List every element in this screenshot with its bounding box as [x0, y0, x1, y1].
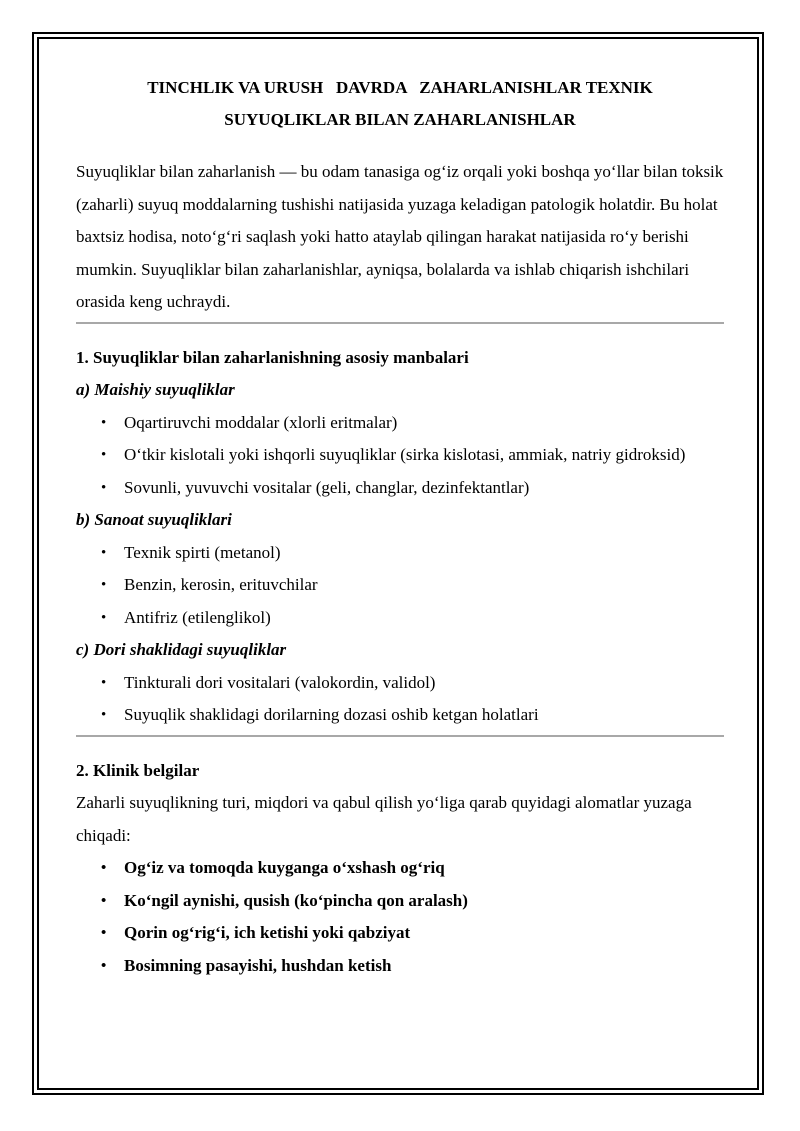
section-divider: [76, 322, 724, 324]
list-item-text: Benzin, kerosin, erituvchilar: [124, 575, 318, 594]
bullet-icon: •: [101, 892, 107, 909]
list-item-text: Texnik spirti (metanol): [124, 542, 281, 562]
bullet-icon: •: [101, 577, 107, 593]
title-line-1: TINCHLIK VA URUSH DAVRDA ZAHARLANISHLAR TEXNIK: [147, 78, 653, 97]
bullet-icon: •: [101, 544, 107, 561]
list-item: [76, 537, 724, 570]
section-sources: [76, 342, 724, 732]
list-item-text: Qorin og‘rig‘i, ich ketishi yoki qabziyat: [124, 923, 411, 942]
list-item: [76, 407, 724, 440]
industrial-list: [76, 537, 724, 635]
list-item-text: Suyuqlik shaklidagi dorilarning dozasi oshib ketgan holatlari: [124, 705, 539, 724]
bullet-icon: •: [101, 957, 107, 974]
list-item-text: O‘tkir kislotali yoki ishqorli suyuqliklar (sirka kislotasi, ammiak, natriy gidroksid): [124, 445, 686, 464]
bullet-icon: •: [101, 414, 107, 431]
section-heading: 2. Klinik belgilar: [76, 760, 200, 780]
list-item-text: Ko‘ngil aynishi, qusish (ko‘pincha qon aralash): [124, 890, 468, 910]
document-title: [76, 72, 724, 136]
bullet-icon: •: [101, 674, 107, 691]
list-item: [76, 439, 724, 472]
group-heading-medicinal: c) Dori shaklidagi suyuqliklar: [76, 640, 287, 659]
symptoms-intro: Zaharli suyuqlikning turi, miqdori va qabul qilish yo‘liga qarab quyidagi alomatlar yuzaga chiqadi:: [76, 793, 692, 845]
group-heading-household: a) Maishiy suyuqliklar: [76, 380, 235, 399]
list-item-text: Sovunli, yuvuvchi vositalar (geli, changlar, dezinfektantlar): [124, 477, 530, 497]
list-item-text: Og‘iz va tomoqda kuyganga o‘xshash og‘riq: [124, 858, 445, 877]
list-item: [76, 667, 724, 700]
bullet-icon: •: [101, 860, 107, 876]
list-item: [76, 602, 724, 635]
list-item: [76, 885, 724, 918]
title-line-2: SUYUQLIKLAR BILAN ZAHARLANISHLAR: [224, 110, 576, 129]
symptoms-list: [76, 852, 724, 982]
household-list: [76, 407, 724, 505]
list-item-text: Tinkturali dori vositalari (valokordin, validol): [124, 672, 436, 692]
list-item: [76, 472, 724, 505]
bullet-icon: •: [101, 479, 107, 496]
list-item-text: Antifriz (etilenglikol): [124, 607, 271, 627]
list-item-text: Bosimning pasayishi, hushdan ketish: [124, 955, 392, 975]
list-item-text: Oqartiruvchi moddalar (xlorli eritmalar): [124, 412, 398, 432]
medicinal-list: [76, 667, 724, 732]
bullet-icon: •: [101, 609, 107, 626]
bullet-icon: •: [101, 707, 107, 723]
section-heading: 1. Suyuqliklar bilan zaharlanishning asosiy manbalari: [76, 347, 469, 367]
list-item: [76, 569, 724, 602]
group-heading-industrial: b) Sanoat suyuqliklari: [76, 510, 232, 529]
intro-paragraph: Suyuqliklar bilan zaharlanish — bu odam tanasiga og‘iz orqali yoki boshqa yo‘llar bilan toksik (zaharli) suyuq moddalarning tushishi natijasida yuzaga keladigan patologik holatdir. Bu holat baxtsiz hodisa, noto‘g‘ri saqlash yoki hatto ataylab qilingan harakat natijasida ro‘y berishi mumkin. Suyuqliklar bilan zaharlanishlar, ayniqsa, bolalarda va ishlab chiqarish ishchilari orasida keng uchraydi.: [76, 162, 724, 311]
list-item: [76, 699, 724, 732]
list-item: [76, 917, 724, 950]
bullet-icon: •: [101, 447, 107, 463]
section-divider: [76, 735, 724, 737]
list-item: [76, 950, 724, 983]
section-symptoms: [76, 755, 724, 983]
bullet-icon: •: [101, 925, 107, 941]
document-body: [76, 72, 724, 982]
list-item: [76, 852, 724, 885]
